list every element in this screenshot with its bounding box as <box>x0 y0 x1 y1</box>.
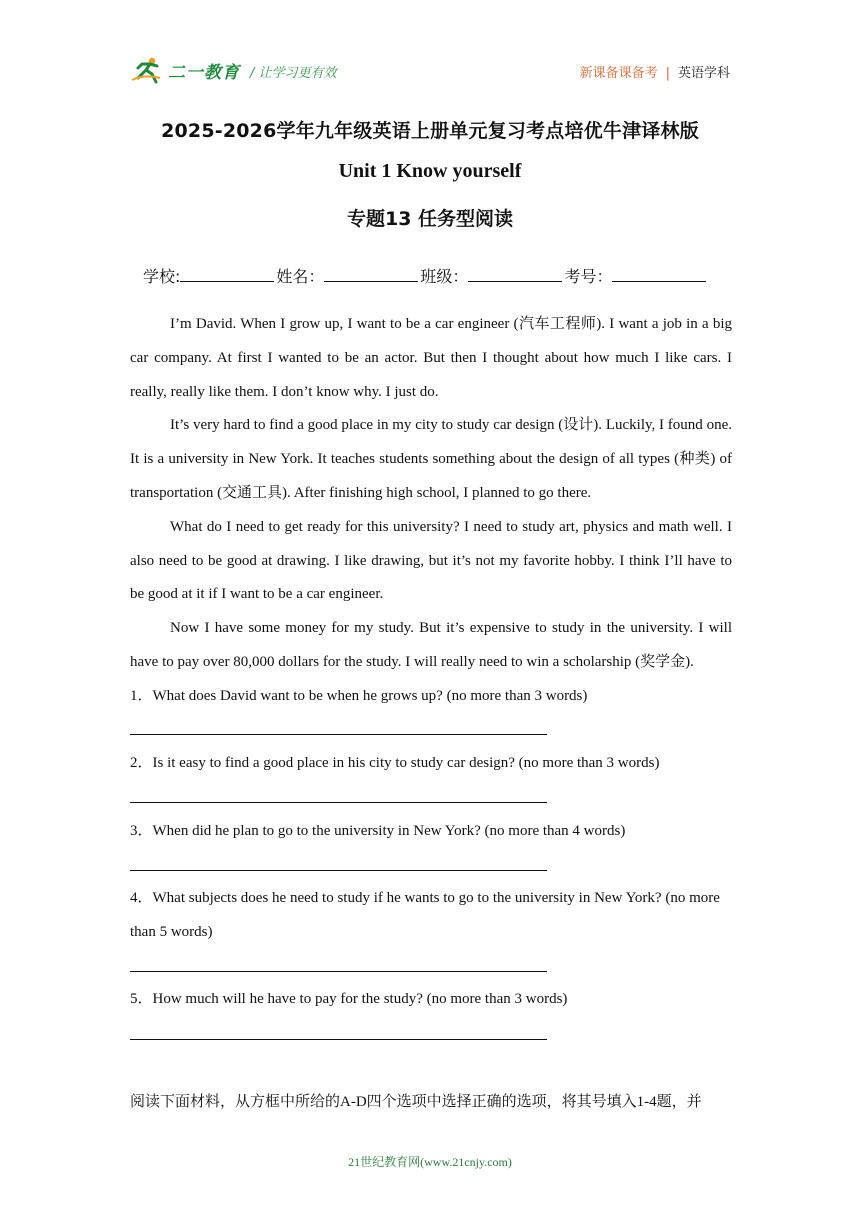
header-subject: 英语学科 <box>677 66 730 81</box>
reading-passage <box>130 308 732 680</box>
exam-number-label: 考号： <box>564 267 613 286</box>
class-label: 班级： <box>420 267 469 286</box>
document-title: 2025-2026学年九年级英语上册单元复习考点培优牛津译林版 <box>161 120 699 142</box>
question-1: 1．What does David want to be when he grows up? (no more than 3 words) <box>130 688 588 704</box>
answer-line-1[interactable] <box>130 734 547 735</box>
answer-line-5[interactable] <box>130 1039 547 1040</box>
passage-paragraph: What do I need to get ready for this university? I need to study art, physics and math well. I also need to be good at drawing. I like drawing, but it’s not my favorite hobby. I think I’ll have to be good at it if I want to be a car engineer. <box>130 518 732 603</box>
header-tagline: 新课备课备考 <box>579 66 658 81</box>
logo <box>130 56 240 84</box>
question-3: 3．When did he plan to go to the university in New York? (no more than 4 words) <box>130 823 626 839</box>
name-label: 姓名： <box>276 267 325 286</box>
exam-number-blank[interactable] <box>612 265 706 282</box>
passage-paragraph: It’s very hard to find a good place in my city to study car design (设计). Luckily, I found one. It is a university in New York. It teaches students something about the design of all types (种类) of transportation (交通工具). After finishing high school, I planned to go there. <box>130 417 732 501</box>
page-header <box>130 52 730 92</box>
school-blank[interactable] <box>180 265 274 282</box>
class-blank[interactable] <box>468 265 562 282</box>
passage-paragraph: Now I have some money for my study. But it’s expensive to study in the university. I will have to pay over 80,000 dollars for the study. I will really need to win a scholarship (奖学金). <box>130 620 732 670</box>
question-2: 2．Is it easy to find a good place in his city to study car design? (no more than 3 words) <box>130 755 660 771</box>
passage-paragraph: I’m David. When I grow up, I want to be a car engineer (汽车工程师). I want a job in a big car company. At first I wanted to be an actor. But then I thought about how much I like cars. I really, really like them. I don’t know why. I just do. <box>130 316 732 400</box>
logo-text: 二一教育 <box>168 62 240 83</box>
question-5: 5．How much will he have to pay for the study? (no more than 3 words) <box>130 991 568 1007</box>
unit-title: Unit 1 Know yourself <box>338 160 522 182</box>
header-right <box>580 62 730 81</box>
page-footer: 21世纪教育网(www.21cnjy.com) <box>348 1155 512 1169</box>
answer-line-2[interactable] <box>130 802 547 803</box>
runner-logo-icon <box>130 56 164 84</box>
topic-title: 专题13 任务型阅读 <box>346 208 514 230</box>
school-label: 学校: <box>143 267 181 286</box>
slogan: / 让学习更有效 <box>250 66 337 81</box>
answer-line-3[interactable] <box>130 870 547 871</box>
name-blank[interactable] <box>324 265 418 282</box>
section-instruction: 阅读下面材料，从方框中所给的A-D四个选项中选择正确的选项，将其号填入1-4题，并 <box>130 1094 702 1110</box>
answer-line-4[interactable] <box>130 971 547 972</box>
question-4: 4．What subjects does he need to study if he wants to go to the university in New York? (no more than 5 words) <box>130 890 720 940</box>
student-info-row <box>143 264 708 287</box>
header-separator: | <box>665 66 670 81</box>
